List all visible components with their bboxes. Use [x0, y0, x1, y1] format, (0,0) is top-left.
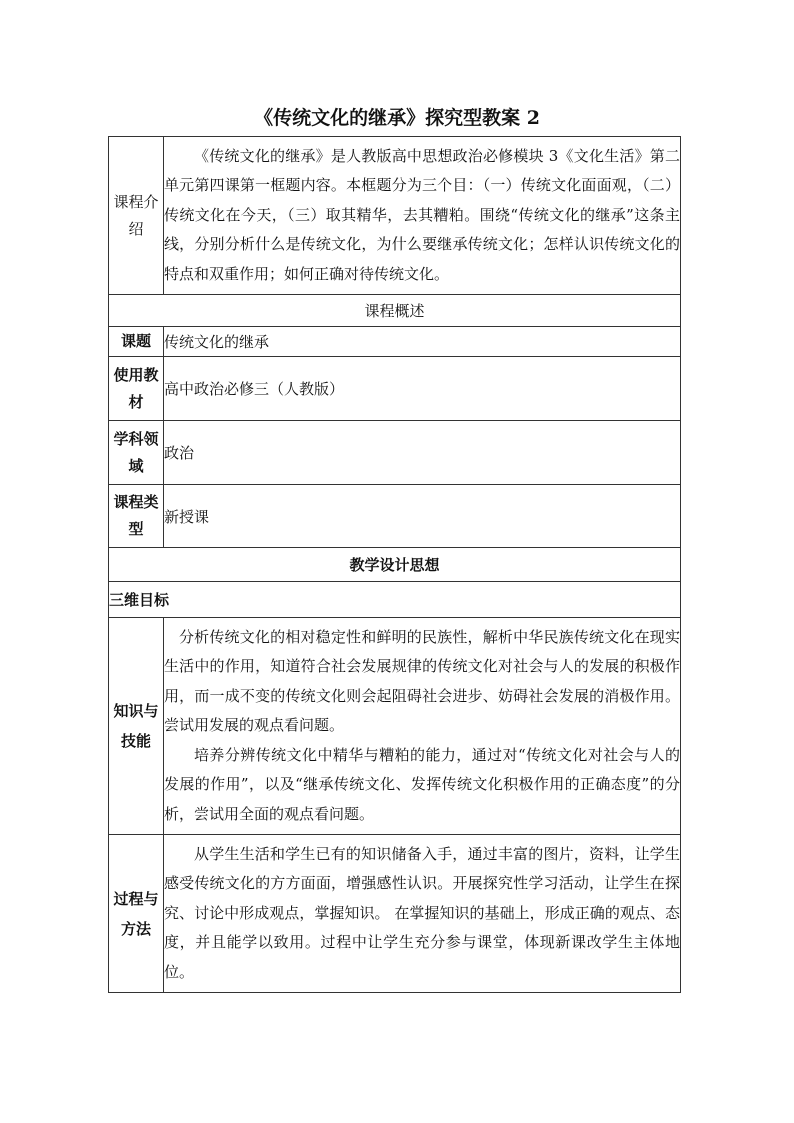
knowledge-para-2: 培养分辨传统文化中精华与糟粕的能力，通过对“传统文化对社会与人的发展的作用”，以及“继承传统文化、发挥传统文化积极作用的正确态度”的分析，尝试用全面的观点看问题。 [164, 745, 680, 823]
overview-value-type: 新授课 [164, 485, 681, 548]
overview-header: 课程概述 [109, 295, 681, 327]
overview-row-subject [109, 421, 681, 485]
intro-text: 《传统文化的继承》是人教版高中思想政治必修模块 3《文化生活》第二单元第四课第一框题内容。本框题分为三个目：（一）传统文化面面观，（二）传统文化在今天，（三）取其精华，去其糟粕。围绕“传统文化的继承”这条主线，分别分析什么是传统文化，为什么要继承传统文化；怎样认识传统文化的特点和双重作用；如何正确对待传统文化。 [164, 146, 680, 283]
design-header: 教学设计思想 [109, 548, 681, 582]
goals-header-row [109, 582, 681, 618]
overview-value-topic: 传统文化的继承 [164, 327, 681, 357]
design-header-row [109, 548, 681, 582]
intro-row [109, 137, 681, 295]
overview-label-topic: 课题 [109, 327, 164, 357]
lesson-plan-table [108, 136, 681, 993]
knowledge-row [109, 618, 681, 835]
goals-header: 三维目标 [109, 582, 681, 618]
knowledge-para-1: 分析传统文化的相对稳定性和鲜明的民族性，解析中华民族传统文化在现实生活中的作用，知道符合社会发展规律的传统文化对社会与人的发展的积极作用，而一成不变的传统文化则会起阻碍社会进步、妨碍社会发展的消极作用。尝试用发展的观点看问题。 [164, 627, 680, 735]
overview-label-textbook: 使用教材 [109, 357, 164, 421]
overview-value-subject: 政治 [164, 421, 681, 485]
overview-value-textbook: 高中政治必修三（人教版） [164, 357, 681, 421]
intro-label: 课程介绍 [109, 137, 164, 295]
overview-row-type [109, 485, 681, 548]
overview-header-row [109, 295, 681, 327]
overview-label-type: 课程类型 [109, 485, 164, 548]
knowledge-label: 知识与技能 [109, 618, 164, 835]
overview-row-topic [109, 327, 681, 357]
process-row [109, 835, 681, 993]
process-label: 过程与方法 [109, 835, 164, 993]
overview-label-subject: 学科领域 [109, 421, 164, 485]
process-text: 从学生生活和学生已有的知识储备入手，通过丰富的图片，资料，让学生感受传统文化的方方面面，增强感性认识。开展探究性学习活动，让学生在探究、讨论中形成观点，掌握知识。 在掌握知识的基础上，形成正确的观点、态度，并且能学以致用。过程中让学生充分参与课堂，体现新课改学生主体地位。 [164, 844, 680, 981]
document-title: 《传统文化的继承》探究型教案 2 [254, 107, 540, 129]
overview-row-textbook [109, 357, 681, 421]
